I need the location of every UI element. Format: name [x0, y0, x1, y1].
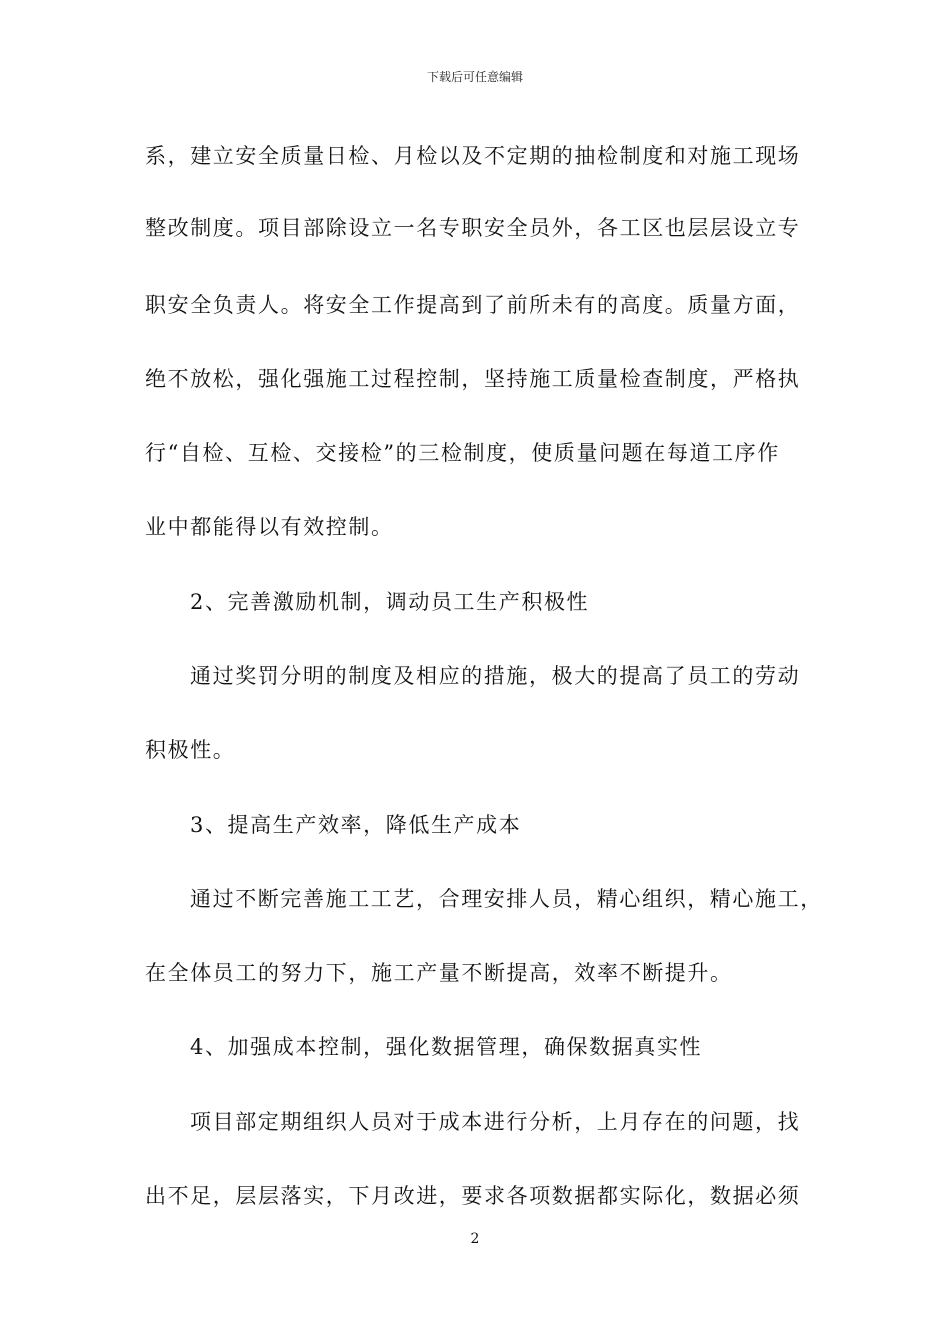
text-line: 整改制度。项目部除设立一名专职安全员外，各工区也层层设立专 — [145, 216, 801, 240]
section-heading: 4、加强成本控制，强化数据管理，确保数据真实性 — [190, 1035, 703, 1059]
section-heading: 3、提高生产效率，降低生产成本 — [190, 813, 522, 837]
text-line: 通过奖罚分明的制度及相应的措施，极大的提高了员工的劳动 — [190, 664, 801, 688]
text-line: 行“自检、互检、交接检”的三检制度，使质量问题在每道工序作 — [145, 441, 780, 465]
text-line: 系，建立安全质量日检、月检以及不定期的抽检制度和对施工现场 — [145, 144, 801, 168]
text-line: 通过不断完善施工工艺，合理安排人员，精心组织，精心施工， — [190, 887, 823, 911]
text-line: 职安全负责人。将安全工作提高到了前所未有的高度。质量方面， — [145, 293, 801, 317]
text-line: 出不足，层层落实，下月改进，要求各项数据都实际化，数据必须 — [145, 1184, 801, 1208]
page-header: 下载后可任意编辑 — [426, 70, 523, 84]
text-line: 业中都能得以有效控制。 — [145, 515, 394, 539]
text-line: 绝不放松，强化强施工过程控制，坚持施工质量检查制度，严格执 — [145, 367, 801, 391]
text-line: 在全体员工的努力下，施工产量不断提高，效率不断提升。 — [145, 961, 733, 985]
page-number: 2 — [470, 1231, 480, 1247]
text-line: 项目部定期组织人员对于成本进行分析，上月存在的问题，找 — [190, 1110, 801, 1134]
section-heading: 2、完善激励机制，调动员工生产积极性 — [190, 590, 590, 614]
text-line: 积极性。 — [145, 738, 236, 762]
